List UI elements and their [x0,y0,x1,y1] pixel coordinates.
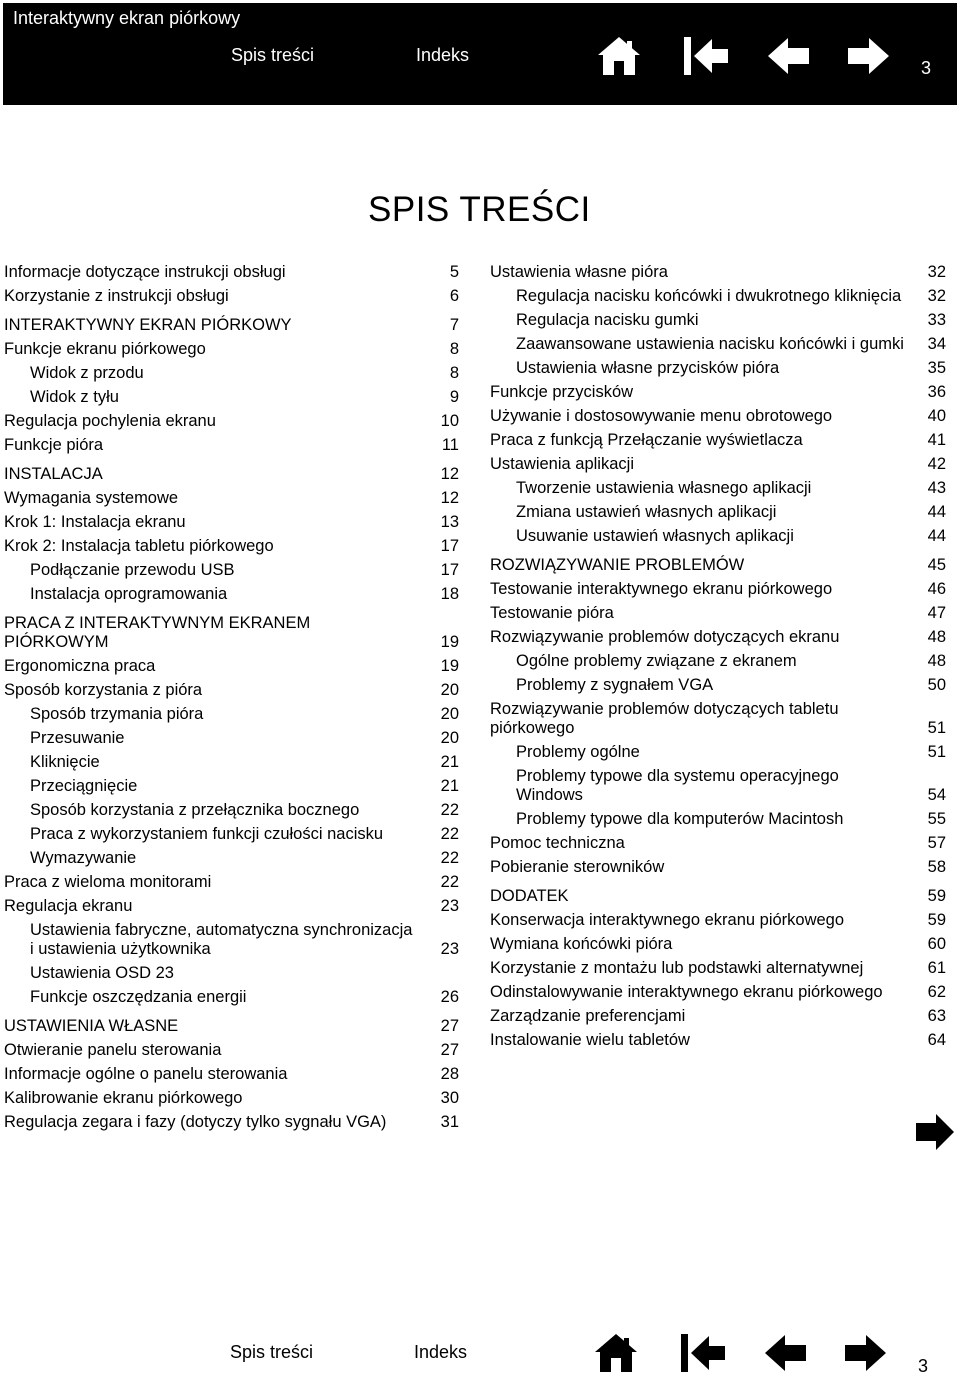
toc-entry[interactable] [490,743,946,762]
toc-entry-label: Regulacja nacisku gumki [516,311,699,329]
toc-entry-page: 46 [927,580,946,598]
toc-entry-page: 17 [440,537,459,555]
toc-entry[interactable] [4,388,459,407]
toc-entry[interactable] [4,287,459,306]
page-number: 3 [921,58,932,78]
toc-entry-page: 51 [927,719,946,737]
toc-entry[interactable] [490,700,946,738]
toc-entry-label: Konserwacja interaktywnego ekranu piórkowego [490,911,845,929]
toc-entry[interactable] [490,652,946,671]
toc-entry-page: 61 [927,959,946,977]
toc-entry-page: 44 [927,503,946,521]
toc-entry-page: 62 [927,983,946,1001]
toc-entry-label: ROZWIĄZYWANIE PROBLEMÓW [490,556,745,574]
toc-entry-label: INSTALACJA [4,465,103,483]
toc-entry-label: Krok 1: Instalacja ekranu [4,513,186,531]
toc-entry[interactable] [4,465,459,484]
toc-entry[interactable] [4,657,459,676]
toc-entry-label: Sposób korzystania z pióra [4,681,203,699]
toc-entry-page: 35 [927,359,946,377]
next-page-icon[interactable] [914,1112,956,1152]
toc-entry[interactable] [4,964,459,983]
toc-entry-label: Używanie i dostosowywanie menu obrotowego [490,407,833,425]
toc-entry[interactable] [4,513,459,532]
toc-entry[interactable] [490,335,946,354]
toc-entry[interactable] [490,359,946,378]
toc-left-column [4,258,459,1132]
footer-page-number: 3 [918,1356,929,1376]
toc-entry[interactable] [490,983,946,1002]
toc-entry[interactable] [4,705,459,724]
toc-entry-page: 5 [449,263,459,281]
toc-entry-page: 19 [440,657,459,675]
toc-entry[interactable] [490,287,946,306]
toc-entry-label: Ustawienia OSD 23 [30,964,174,982]
toc-entry-label: Wymazywanie [30,849,137,867]
toc-entry-label: Rozwiązywanie problemów dotyczących ekranu [490,628,840,646]
toc-entry-label: Usuwanie ustawień własnych aplikacji [516,527,794,545]
toc-entry-label: Korzystanie z instrukcji obsługi [4,287,229,305]
toc-entry-label: Ustawienia własne przycisków pióra [516,359,780,377]
toc-entry-label: Ergonomiczna praca [4,657,156,675]
toc-entry-page: 48 [927,652,946,670]
toc-entry-label: Regulacja ekranu [4,897,133,915]
toc-entry-page: 7 [449,316,459,334]
footer-toc-link[interactable]: Spis treści [230,1342,314,1362]
toc-entry-page: 17 [440,561,459,579]
toc-entry-page: 27 [440,1041,459,1059]
toc-entry-page: 59 [927,887,946,905]
toc-entry-label: Praca z wieloma monitorami [4,873,212,891]
toc-entry[interactable] [4,436,459,455]
toc-entry-page: 19 [440,633,459,651]
toc-entry-label: USTAWIENIA WŁASNE [4,1017,179,1035]
toc-entry-label: Funkcje oszczędzania energii [30,988,247,1006]
toc-entry-page: 28 [440,1065,459,1083]
toc-entry[interactable] [490,858,946,877]
toc-entry-page: 51 [927,743,946,761]
first-page-icon[interactable] [682,35,732,77]
toc-entry-label: Tworzenie ustawienia własnego aplikacji [516,479,812,497]
toc-entry[interactable] [4,1113,459,1132]
toc-link[interactable]: Spis treści [231,45,315,65]
toc-entry-label: Informacje dotyczące instrukcji obsługi [4,263,286,281]
toc-entry-label: PRACA Z INTERAKTYWNYM EKRANEM PIÓRKOWYM [4,614,311,651]
toc-entry-label: DODATEK [490,887,569,905]
next-page-icon[interactable] [845,35,891,77]
toc-entry[interactable] [490,503,946,522]
toc-entry-label: Widok z przodu [30,364,144,382]
toc-entry[interactable] [490,676,946,695]
toc-entry-label: Testowanie interaktywnego ekranu piórkowego [490,580,833,598]
toc-entry-page: 30 [440,1089,459,1107]
toc-entry-page: 32 [927,263,946,281]
toc-entry-label: Regulacja nacisku końcówki i dwukrotnego kliknięcia [516,287,902,305]
toc-entry-label: Ogólne problemy związane z ekranem [516,652,797,670]
toc-entry-page: 20 [440,681,459,699]
toc-entry-label: Instalowanie wielu tabletów [490,1031,690,1049]
toc-entry-label: Zmiana ustawień własnych aplikacji [516,503,777,521]
toc-entry-label: Korzystanie z montażu lub podstawki alternatywnej [490,959,864,977]
toc-entry-page: 44 [927,527,946,545]
toc-entry-label: Zaawansowane ustawienia nacisku końcówki i gumki [516,335,904,353]
toc-entry[interactable] [490,1031,946,1050]
toc-entry-label: Kalibrowanie ekranu piórkowego [4,1089,243,1107]
toc-entry-label: Informacje ogólne o panelu sterowania [4,1065,288,1083]
toc-entry-label: Testowanie pióra [490,604,614,622]
toc-entry-page: 8 [449,364,459,382]
toc-entry-page: 60 [927,935,946,953]
toc-entry-label: Kliknięcie [30,753,100,771]
toc-entry[interactable] [490,556,946,575]
toc-entry[interactable] [4,729,459,748]
toc-entry-label: Funkcje przycisków [490,383,634,401]
toc-entry-page: 63 [927,1007,946,1025]
toc-entry-label: Podłączanie przewodu USB [30,561,235,579]
toc-entry-label: Sposób korzystania z przełącznika bocznego [30,801,360,819]
toc-entry[interactable] [490,527,946,546]
toc-entry[interactable] [4,364,459,383]
toc-entry-label: INTERAKTYWNY EKRAN PIÓRKOWY [4,316,292,334]
toc-entry[interactable] [4,753,459,772]
toc-entry[interactable] [4,614,459,652]
toc-entry-label: Rozwiązywanie problemów dotyczących tabletu piórkowego [490,700,839,737]
toc-entry-label: Praca z funkcją Przełączanie wyświetlacza [490,431,803,449]
toc-entry[interactable] [490,887,946,906]
toc-entry-page: 12 [440,465,459,483]
toc-entry-label: Pomoc techniczna [490,834,625,852]
toc-entry-label: Wymiana końcówki pióra [490,935,673,953]
toc-entry[interactable] [4,777,459,796]
toc-entry[interactable] [4,801,459,820]
toc-entry-page: 20 [440,705,459,723]
toc-entry-label: Ustawienia fabryczne, automatyczna synchronizacja i ustawienia użytkownika [30,921,413,958]
toc-entry-page: 12 [440,489,459,507]
toc-entry[interactable] [4,489,459,508]
toc-entry-page: 36 [927,383,946,401]
toc-entry-page: 48 [927,628,946,646]
toc-entry-label: Zarządzanie preferencjami [490,1007,686,1025]
toc-entry[interactable] [490,263,946,282]
toc-entry-label: Instalacja oprogramowania [30,585,228,603]
toc-entry-label: Regulacja zegara i fazy (dotyczy tylko sygnału VGA) [4,1113,387,1131]
toc-entry[interactable] [490,455,946,474]
toc-entry-label: Problemy typowe dla systemu operacyjnego Windows [516,767,839,804]
toc-entry[interactable] [490,834,946,853]
toc-entry-page: 50 [927,676,946,694]
toc-entry-page: 26 [440,988,459,1006]
toc-entry-page: 23 [440,940,459,958]
toc-entry[interactable] [4,681,459,700]
toc-entry-page: 42 [927,455,946,473]
toc-entry[interactable] [490,767,946,805]
toc-entry[interactable] [490,911,946,930]
toc-entry[interactable] [4,561,459,580]
toc-entry[interactable] [490,628,946,647]
next-page-icon[interactable] [842,1332,888,1374]
app-title: Interaktywny ekran piórkowy [13,8,241,28]
toc-entry[interactable] [4,1041,459,1060]
toc-entry-page: 43 [927,479,946,497]
toc-right-column [490,258,946,1050]
toc-entry-page: 55 [927,810,946,828]
toc-entry-label: Pobieranie sterowników [490,858,665,876]
toc-entry-page: 11 [441,436,459,454]
toc-entry-label: Odinstalowywanie interaktywnego ekranu piórkowego [490,983,883,1001]
toc-entry[interactable] [490,580,946,599]
first-page-icon[interactable] [679,1332,729,1374]
toc-entry-page: 6 [449,287,459,305]
toc-entry-page: 40 [927,407,946,425]
footer-index-link[interactable]: Indeks [414,1342,468,1362]
toc-entry-label: Funkcje pióra [4,436,104,454]
toc-entry-page: 47 [927,604,946,622]
home-icon[interactable] [596,35,642,77]
toc-entry[interactable] [4,873,459,892]
toc-entry-page: 34 [927,335,946,353]
toc-entry-label: Widok z tyłu [30,388,119,406]
toc-entry-label: Praca z wykorzystaniem funkcji czułości nacisku [30,825,384,843]
toc-entry-page: 23 [440,897,459,915]
toc-entry-page: 32 [927,287,946,305]
toc-entry-label: Otwieranie panelu sterowania [4,1041,222,1059]
toc-entry-label: Problemy ogólne [516,743,640,761]
toc-entry-page: 33 [927,311,946,329]
previous-page-icon[interactable] [763,1332,809,1374]
toc-entry-label: Wymagania systemowe [4,489,179,507]
toc-entry-page: 18 [440,585,459,603]
toc-entry-label: Problemy z sygnałem VGA [516,676,714,694]
toc-entry[interactable] [4,849,459,868]
toc-entry[interactable] [4,1065,459,1084]
toc-entry-label: Ustawienia własne pióra [490,263,668,281]
toc-entry[interactable] [490,383,946,402]
toc-entry[interactable] [4,412,459,431]
toc-entry-page: 45 [927,556,946,574]
toc-entry[interactable] [4,1017,459,1036]
toc-entry-page: 20 [440,729,459,747]
toc-entry-page: 8 [449,340,459,358]
page-title: SPIS TREŚCI [368,190,591,229]
toc-entry-page: 57 [927,834,946,852]
toc-entry-page: 22 [440,801,459,819]
toc-entry[interactable] [4,585,459,604]
home-icon[interactable] [593,1332,639,1374]
toc-entry-page: 13 [440,513,459,531]
toc-entry-page: 59 [927,911,946,929]
toc-entry-page: 21 [440,777,459,795]
toc-entry[interactable] [490,1007,946,1026]
toc-entry-page: 27 [440,1017,459,1035]
toc-entry-page: 22 [440,825,459,843]
toc-entry-page: 54 [927,786,946,804]
toc-entry-label: Funkcje ekranu piórkowego [4,340,206,358]
toc-entry-page: 22 [440,873,459,891]
toc-entry[interactable] [490,431,946,450]
toc-entry-label: Przeciągnięcie [30,777,138,795]
toc-entry-page: 64 [927,1031,946,1049]
header-bar [3,3,957,105]
toc-entry[interactable] [4,340,459,359]
toc-entry[interactable] [4,1089,459,1108]
toc-entry[interactable] [4,537,459,556]
toc-entry-label: Ustawienia aplikacji [490,455,634,473]
toc-entry-label: Przesuwanie [30,729,125,747]
toc-entry[interactable] [490,479,946,498]
toc-entry-label: Sposób trzymania pióra [30,705,204,723]
toc-entry-page: 31 [440,1113,459,1131]
toc-entry[interactable] [4,897,459,916]
toc-entry[interactable] [490,935,946,954]
toc-entry-label: Krok 2: Instalacja tabletu piórkowego [4,537,274,555]
toc-entry-label: Problemy typowe dla komputerów Macintosh [516,810,844,828]
toc-entry-page: 10 [440,412,459,430]
toc-entry[interactable] [490,959,946,978]
toc-entry-page: 22 [440,849,459,867]
toc-entry[interactable] [490,810,946,829]
toc-entry-page: 41 [927,431,946,449]
toc-entry-page: 21 [440,753,459,771]
index-link[interactable]: Indeks [416,45,470,65]
toc-entry[interactable] [490,604,946,623]
toc-entry-label: Regulacja pochylenia ekranu [4,412,216,430]
toc-entry-page: 9 [449,388,459,406]
toc-entry[interactable] [4,921,459,959]
toc-entry[interactable] [4,988,459,1007]
toc-entry[interactable] [490,407,946,426]
toc-entry-page: 58 [927,858,946,876]
toc-entry[interactable] [490,311,946,330]
previous-page-icon[interactable] [766,35,812,77]
toc-entry[interactable] [4,316,459,335]
toc-entry[interactable] [4,825,459,844]
toc-entry[interactable] [4,263,459,282]
